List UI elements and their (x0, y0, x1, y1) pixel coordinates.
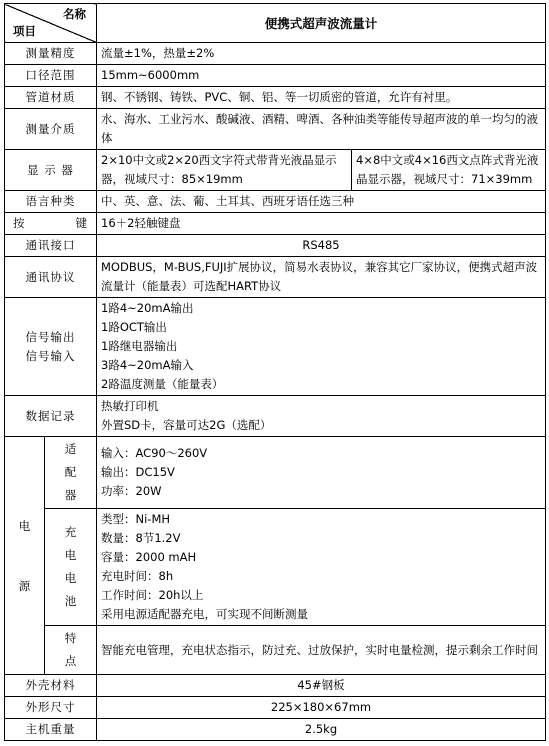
language-label: 语言种类 (5, 191, 97, 213)
display-label: 显 示 器 (5, 150, 97, 191)
battery-label-char: 电 (64, 548, 77, 562)
feature-label-char: 点 (64, 654, 77, 668)
row-power-feature (5, 626, 546, 675)
power-label-char: 源 (18, 578, 31, 593)
power-label (5, 437, 45, 675)
display-option-b: 4×8中文或4×16西文点阵式背光液晶显示器，视域尺寸：71×39mm (352, 150, 546, 191)
diameter-label: 口径范围 (5, 65, 97, 87)
list-item: 输出：DC15V (101, 465, 175, 479)
header-corner-cell (5, 4, 97, 43)
medium-value: 水、海水、工业污水、酸碱液、酒精、啤酒、各种油类等能传导超声波的单一均匀的液体 (97, 109, 546, 150)
feature-label-char: 特 (64, 631, 77, 645)
protocol-label: 通讯协议 (5, 257, 97, 298)
display-option-a: 2×10中文或2×20西文字符式带背光液晶显示器，视域尺寸：85×19mm (97, 150, 352, 191)
row-housing (5, 675, 546, 697)
row-display (5, 150, 546, 191)
row-interface (5, 235, 546, 257)
signal-label (5, 298, 97, 396)
adapter-label-char: 器 (64, 488, 77, 502)
battery-value (97, 509, 546, 626)
row-language (5, 191, 546, 213)
size-label: 外形尺寸 (5, 697, 97, 719)
list-item: 2路温度测量（能量表） (101, 377, 224, 391)
row-record (5, 396, 546, 437)
row-power-battery (5, 509, 546, 626)
interface-label: 通讯接口 (5, 235, 97, 257)
feature-value: 智能充电管理，充电状态指示，防过充、过放保护，实时电量检测，提示剩余工作时间 (97, 626, 546, 675)
power-label-char: 电 (18, 518, 31, 533)
list-item: 数量：8节1.2V (101, 531, 181, 545)
row-signal (5, 298, 546, 396)
medium-label: 测量介质 (5, 109, 97, 150)
housing-value: 45#钢板 (97, 675, 546, 697)
protocol-value: MODBUS，M-BUS,FUJI扩展协议，简易水表协议，兼容其它厂家协议，便携式超声波流量计（能量表）可选配HART协议 (97, 257, 546, 298)
list-item: 输入：AC90～260V (101, 446, 208, 460)
list-item: 3路4~20mA输入 (101, 358, 194, 372)
language-value: 中、英、意、法、葡、土耳其、西班牙语任选三种 (97, 191, 546, 213)
row-accuracy (5, 43, 546, 65)
row-protocol (5, 257, 546, 298)
list-item: 采用电源适配器充电，可实现不间断测量 (101, 607, 308, 621)
housing-label: 外壳材料 (5, 675, 97, 697)
pipe-label: 管道材质 (5, 87, 97, 109)
pipe-value: 钢、不锈钢、铸铁、PVC、铜、铝、等一切质密的管道，允许有衬里。 (97, 87, 546, 109)
corner-item-label: 项目 (13, 24, 36, 38)
battery-label (45, 509, 97, 626)
row-weight (5, 719, 546, 741)
list-item: 热敏打印机 (101, 399, 159, 413)
battery-label-char: 池 (64, 594, 77, 608)
keys-value: 16＋2轻触键盘 (97, 213, 546, 235)
adapter-label-char: 适 (64, 442, 77, 456)
list-item: 类型：Ni-MH (101, 512, 171, 526)
battery-label-char: 充 (64, 525, 77, 539)
interface-value: RS485 (97, 235, 546, 257)
record-value (97, 396, 546, 437)
adapter-value (97, 437, 546, 509)
list-item: 功率：20W (101, 484, 162, 498)
size-value: 225×180×67mm (97, 697, 546, 719)
list-item: 1路4~20mA输出 (101, 301, 194, 315)
battery-label-char: 电 (64, 571, 77, 585)
list-item: 1路OCT输出 (101, 320, 167, 334)
row-power-adapter (5, 437, 546, 509)
spec-table (4, 3, 546, 741)
corner-name-label: 名称 (63, 7, 86, 21)
adapter-label (45, 437, 97, 509)
signal-value (97, 298, 546, 396)
accuracy-value: 流量±1%，热量±2% (97, 43, 546, 65)
diameter-value: 15mm~6000mm (97, 65, 546, 87)
list-item: 外置SD卡，容量可达2G（选配） (101, 418, 272, 432)
row-medium (5, 109, 546, 150)
row-size (5, 697, 546, 719)
row-keys (5, 213, 546, 235)
row-pipe (5, 87, 546, 109)
list-item: 充电时间：8h (101, 569, 174, 583)
signal-output-label: 信号输出 (25, 329, 76, 344)
feature-label (45, 626, 97, 675)
keys-label: 按 键 (5, 213, 97, 235)
accuracy-label: 测量精度 (5, 43, 97, 65)
list-item: 容量：2000 mAH (101, 550, 197, 564)
record-label: 数据记录 (5, 396, 97, 437)
product-title: 便携式超声波流量计 (97, 4, 546, 43)
header-row (5, 4, 546, 43)
row-diameter (5, 65, 546, 87)
list-item: 1路继电器输出 (101, 339, 178, 353)
weight-label: 主机重量 (5, 719, 97, 741)
list-item: 工作时间：20h以上 (101, 588, 204, 602)
weight-value: 2.5kg (97, 719, 546, 741)
signal-input-label: 信号输入 (25, 348, 76, 363)
adapter-label-char: 配 (64, 465, 77, 479)
